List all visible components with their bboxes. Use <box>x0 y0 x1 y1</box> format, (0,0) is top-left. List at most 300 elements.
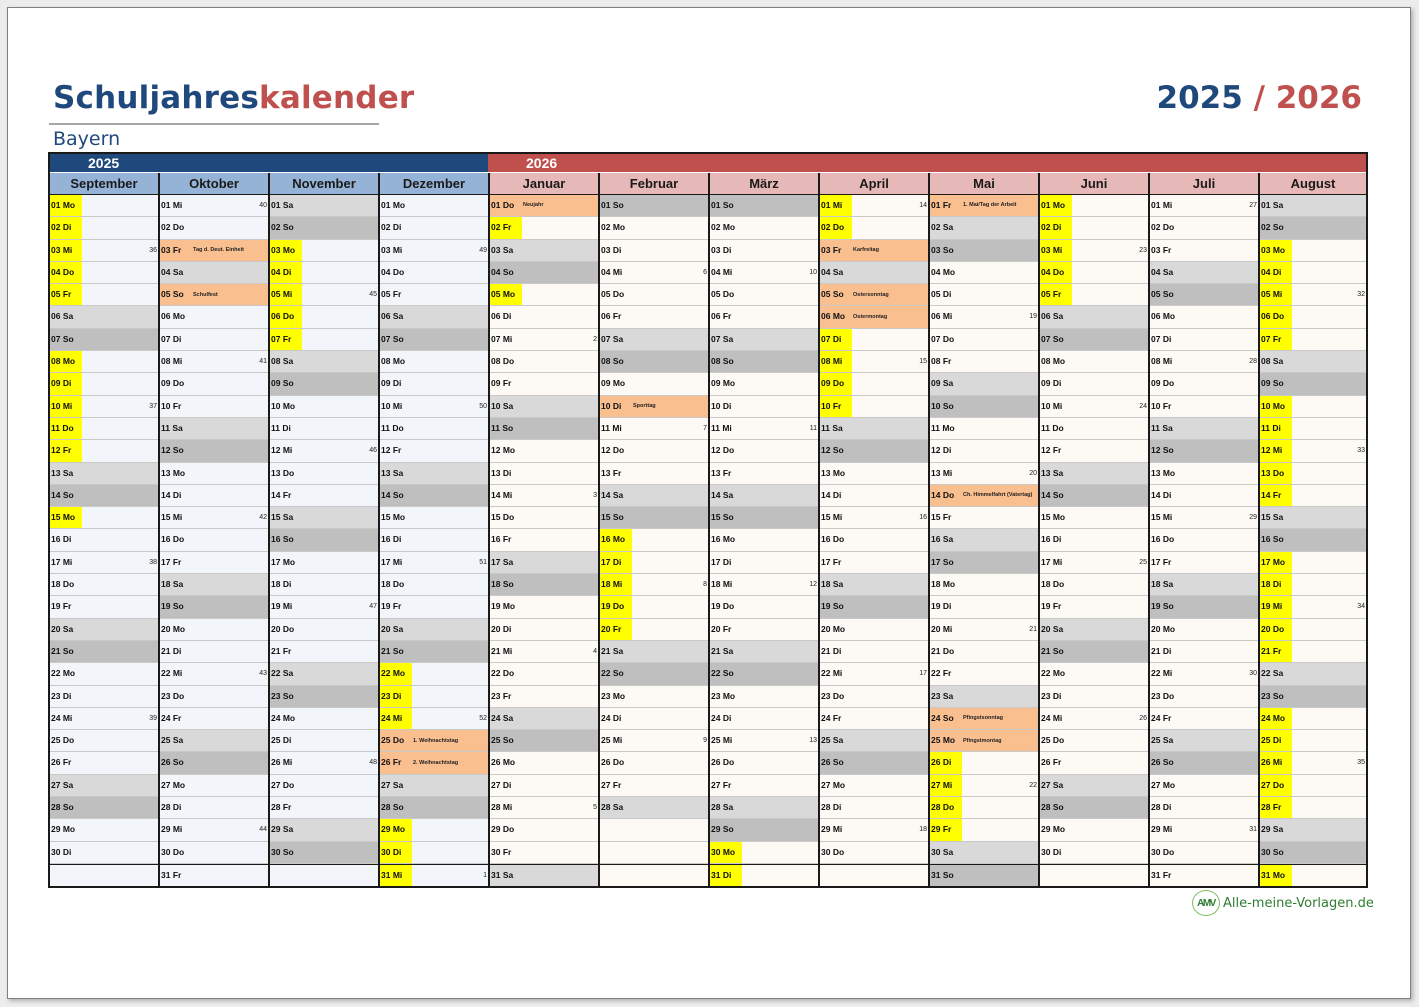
day-cell <box>820 329 928 351</box>
day-label: 18 Di <box>271 579 292 590</box>
day-label: 20 Di <box>491 623 512 634</box>
day-cell <box>710 418 818 440</box>
vacation-day-label: 14 Fr <box>1260 485 1292 506</box>
day-cell <box>270 842 378 864</box>
day-cell <box>930 619 1038 641</box>
day-cell <box>1150 240 1258 262</box>
day-label: 11 Mo <box>931 422 955 433</box>
vacation-day-label: 03 Mo <box>270 240 302 261</box>
day-cell <box>930 485 1038 507</box>
day-label: 25 Mo <box>931 735 956 746</box>
week-number: 1 <box>483 871 487 879</box>
day-cell <box>380 440 488 462</box>
day-cell <box>1040 842 1148 864</box>
month-column-januar <box>490 195 600 886</box>
day-cell <box>1260 329 1366 351</box>
day-cell <box>270 217 378 239</box>
day-label: 10 Sa <box>491 400 514 411</box>
day-label: 26 So <box>161 757 184 768</box>
day-label: 22 Mo <box>1041 668 1066 679</box>
vacation-day-label: 17 Di <box>600 552 632 573</box>
day-cell <box>930 396 1038 418</box>
day-label: 24 Mi <box>1041 712 1063 723</box>
day-cell <box>380 552 488 574</box>
day-cell <box>490 396 598 418</box>
day-cell <box>600 463 708 485</box>
day-cell <box>490 574 598 596</box>
day-cell <box>160 440 268 462</box>
day-label: 06 Sa <box>381 311 404 322</box>
day-cell <box>380 775 488 797</box>
day-label: 08 Sa <box>271 356 294 367</box>
day-label: 11 Mi <box>601 422 622 433</box>
day-cell <box>930 373 1038 395</box>
vacation-day-label: 02 Do <box>820 217 852 238</box>
day-label: 10 Fr <box>161 400 182 411</box>
day-label: 01 So <box>711 200 734 210</box>
day-cell <box>160 708 268 730</box>
day-cell <box>1150 507 1258 529</box>
day-cell <box>160 619 268 641</box>
day-cell <box>930 262 1038 284</box>
vacation-day-label: 11 Di <box>1260 418 1292 439</box>
month-header-juni: Juni <box>1040 173 1150 195</box>
day-cell <box>1040 708 1148 730</box>
day-cell <box>1260 373 1366 395</box>
vacation-day-label: 13 Do <box>1260 463 1292 484</box>
day-label: 13 Mi <box>931 467 953 478</box>
vacation-day-label: 07 Fr <box>270 329 302 350</box>
day-cell <box>600 507 708 529</box>
vacation-day-label: 03 Mi <box>50 240 82 261</box>
day-cell <box>820 373 928 395</box>
day-label: 17 So <box>931 556 954 567</box>
day-label: 04 Sa <box>161 266 184 277</box>
day-cell <box>160 217 268 239</box>
day-cell <box>50 842 158 864</box>
day-label: 03 Fr <box>1151 244 1172 255</box>
day-cell <box>930 306 1038 328</box>
day-cell <box>930 240 1038 262</box>
vacation-day-label: 24 Mi <box>380 708 412 729</box>
day-label: 23 So <box>271 690 294 701</box>
day-label: 03 Fr <box>161 244 182 255</box>
day-cell <box>820 842 928 864</box>
day-cell <box>710 195 818 217</box>
vacation-day-label: 28 Fr <box>1260 797 1292 818</box>
day-cell <box>160 507 268 529</box>
day-label: 12 Fr <box>381 445 402 456</box>
week-number: 3 <box>593 491 597 499</box>
day-label: 15 Mi <box>1151 512 1173 523</box>
holiday-note: 1. Weihnachtstag <box>413 737 459 744</box>
vacation-day-label: 04 Do <box>1040 262 1072 283</box>
day-cell <box>160 864 268 886</box>
day-label: 26 So <box>1151 757 1174 768</box>
day-cell <box>820 262 928 284</box>
day-cell <box>930 529 1038 551</box>
day-cell <box>50 440 158 462</box>
vacation-day-label: 30 Mo <box>710 842 742 863</box>
month-header-januar: Januar <box>490 173 600 195</box>
day-cell <box>1150 842 1258 864</box>
day-cell <box>50 329 158 351</box>
day-label: 16 Di <box>381 534 402 545</box>
day-label: 08 Do <box>491 356 515 367</box>
day-cell <box>1150 574 1258 596</box>
day-cell <box>600 708 708 730</box>
vacation-day-label: 09 Di <box>50 373 82 394</box>
day-cell <box>600 240 708 262</box>
day-cell <box>710 619 818 641</box>
day-cell <box>600 619 708 641</box>
day-label: 04 Mi <box>711 266 733 277</box>
day-cell <box>1040 418 1148 440</box>
day-label: 12 So <box>1151 445 1174 456</box>
day-cell <box>50 641 158 663</box>
day-cell <box>930 752 1038 774</box>
day-label: 04 Do <box>381 266 405 277</box>
day-cell <box>1150 641 1258 663</box>
day-cell <box>1150 463 1258 485</box>
week-number: 7 <box>703 424 707 432</box>
week-number: 15 <box>919 358 927 366</box>
day-cell <box>600 284 708 306</box>
day-cell <box>930 195 1038 217</box>
day-label: 18 Sa <box>1151 579 1174 590</box>
week-number: 24 <box>1139 402 1147 410</box>
day-cell <box>50 663 158 685</box>
day-label: 24 Fr <box>161 712 182 723</box>
day-label: 19 Fr <box>381 601 402 612</box>
day-cell <box>270 418 378 440</box>
day-label: 28 Fr <box>271 802 292 813</box>
day-label: 08 Mi <box>161 356 183 367</box>
week-number: 47 <box>369 603 377 611</box>
day-label: 15 Mo <box>1041 512 1066 523</box>
week-number: 33 <box>1357 447 1365 455</box>
vacation-day-label: 23 Di <box>380 686 412 707</box>
day-cell <box>820 775 928 797</box>
week-number: 48 <box>369 759 377 767</box>
day-cell <box>1260 797 1366 819</box>
day-label: 14 Di <box>821 489 842 500</box>
day-label: 02 Do <box>1151 222 1175 233</box>
vacation-day-label: 05 Mi <box>1260 284 1292 305</box>
day-cell <box>270 284 378 306</box>
day-cell <box>820 686 928 708</box>
day-label: 26 So <box>821 757 844 768</box>
vacation-day-label: 02 Di <box>1040 217 1072 238</box>
vacation-day-label: 10 Mo <box>1260 396 1292 417</box>
day-cell <box>160 752 268 774</box>
day-label: 06 Di <box>491 311 512 322</box>
day-label: 13 Mo <box>161 467 186 478</box>
day-cell <box>50 552 158 574</box>
day-cell <box>50 306 158 328</box>
day-cell <box>600 485 708 507</box>
day-label: 16 Di <box>51 534 72 545</box>
week-number: 40 <box>259 202 267 209</box>
week-number: 52 <box>479 714 487 722</box>
day-cell <box>930 864 1038 886</box>
day-cell <box>930 775 1038 797</box>
day-label: 21 So <box>51 645 74 656</box>
day-cell <box>160 842 268 864</box>
month-column-mai <box>930 195 1040 886</box>
day-cell <box>1040 373 1148 395</box>
vacation-day-label: 04 Do <box>50 262 82 283</box>
day-label: 20 Sa <box>51 623 74 634</box>
empty-day-cell <box>820 864 928 886</box>
holiday-note: Karfreitag <box>853 247 879 254</box>
day-label: 21 Di <box>1151 645 1172 656</box>
page-title <box>53 80 414 116</box>
day-label: 27 Mo <box>1151 779 1176 790</box>
day-label: 06 Mi <box>931 311 953 322</box>
day-label: 16 Di <box>1041 534 1062 545</box>
day-label: 05 Do <box>601 289 625 300</box>
day-cell <box>160 596 268 618</box>
day-label: 23 Sa <box>931 690 954 701</box>
week-number: 44 <box>259 826 267 834</box>
week-number: 46 <box>369 447 377 455</box>
day-label: 14 Sa <box>711 489 734 500</box>
day-cell <box>490 641 598 663</box>
year-start: 2025 <box>1156 80 1243 116</box>
day-label: 13 Sa <box>381 467 404 478</box>
day-cell <box>1150 552 1258 574</box>
day-cell <box>490 306 598 328</box>
day-label: 11 Do <box>381 422 404 433</box>
day-label: 18 Sa <box>821 579 844 590</box>
day-label: 10 Mo <box>271 400 296 411</box>
day-label: 10 Di <box>711 400 732 411</box>
day-cell <box>710 819 818 841</box>
day-label: 07 So <box>1041 333 1064 344</box>
vacation-day-label: 04 Di <box>270 262 302 283</box>
day-label: 23 Do <box>821 690 845 701</box>
week-number: 18 <box>919 826 927 834</box>
week-number: 20 <box>1029 469 1037 477</box>
day-cell <box>820 641 928 663</box>
day-cell <box>160 529 268 551</box>
month-header-juli: Juli <box>1150 173 1260 195</box>
day-cell <box>930 730 1038 752</box>
day-label: 27 Fr <box>601 779 622 790</box>
day-cell <box>1260 262 1366 284</box>
day-cell <box>600 663 708 685</box>
vacation-day-label: 16 Mo <box>600 529 632 550</box>
month-column-august <box>1260 195 1366 886</box>
day-cell <box>1150 529 1258 551</box>
day-label: 01 Mi <box>161 200 183 210</box>
day-label: 07 Di <box>1151 333 1172 344</box>
day-label: 06 Sa <box>51 311 74 322</box>
day-label: 19 Fr <box>1041 601 1062 612</box>
day-cell <box>820 284 928 306</box>
school-year-label <box>1157 80 1362 116</box>
week-number: 16 <box>919 514 927 522</box>
vacation-day-label: 20 Fr <box>600 619 632 640</box>
day-label: 06 Mo <box>821 311 846 322</box>
day-label: 12 So <box>821 445 844 456</box>
day-label: 15 Fr <box>931 512 952 523</box>
day-label: 04 Mo <box>931 266 956 277</box>
day-label: 26 Mi <box>271 757 293 768</box>
vacation-day-label: 07 Di <box>820 329 852 350</box>
week-number: 28 <box>1249 358 1257 366</box>
day-cell <box>490 842 598 864</box>
day-label: 17 Mo <box>271 556 296 567</box>
day-cell <box>50 596 158 618</box>
day-label: 12 Do <box>601 445 625 456</box>
day-label: 09 Mo <box>711 378 736 389</box>
day-label: 18 So <box>491 579 514 590</box>
day-label: 25 Do <box>381 735 405 746</box>
vacation-day-label: 18 Di <box>1260 574 1292 595</box>
day-cell <box>490 195 598 217</box>
day-label: 18 Do <box>1041 579 1065 590</box>
day-cell <box>160 396 268 418</box>
day-label: 04 So <box>491 266 514 277</box>
day-cell <box>50 686 158 708</box>
day-label: 20 Do <box>271 623 295 634</box>
day-label: 28 So <box>51 802 74 813</box>
holiday-note: 1. Mai/Tag der Arbeit <box>963 202 1017 209</box>
month-column-februar <box>600 195 710 886</box>
day-cell <box>50 775 158 797</box>
day-cell <box>490 775 598 797</box>
day-cell <box>380 306 488 328</box>
day-cell <box>1150 619 1258 641</box>
day-label: 29 Sa <box>1261 824 1284 835</box>
day-cell <box>490 418 598 440</box>
day-cell <box>710 440 818 462</box>
day-cell <box>50 619 158 641</box>
day-cell <box>50 351 158 373</box>
day-cell <box>490 373 598 395</box>
day-label: 09 Fr <box>491 378 512 389</box>
week-number: 36 <box>149 246 157 254</box>
day-cell <box>1040 663 1148 685</box>
day-cell <box>710 529 818 551</box>
day-label: 04 Mi <box>601 266 623 277</box>
day-cell <box>380 752 488 774</box>
day-cell <box>930 686 1038 708</box>
day-cell <box>1150 686 1258 708</box>
month-header-februar: Februar <box>600 173 710 195</box>
day-label: 30 So <box>1261 846 1284 857</box>
day-cell <box>1260 641 1366 663</box>
month-header-november: November <box>270 173 380 195</box>
day-cell <box>1040 775 1148 797</box>
day-cell <box>600 329 708 351</box>
day-label: 26 Fr <box>51 757 72 768</box>
day-cell <box>1150 752 1258 774</box>
day-cell <box>270 619 378 641</box>
day-cell <box>600 351 708 373</box>
day-label: 22 Mi <box>821 668 843 679</box>
day-label: 01 So <box>601 200 624 210</box>
vacation-day-label: 17 Mo <box>1260 552 1292 573</box>
day-cell <box>380 864 488 886</box>
day-label: 30 Do <box>821 846 845 857</box>
day-label: 17 Mi <box>381 556 403 567</box>
week-number: 25 <box>1139 558 1147 566</box>
day-cell <box>270 463 378 485</box>
day-label: 28 Di <box>161 802 182 813</box>
day-cell <box>160 351 268 373</box>
day-cell <box>50 529 158 551</box>
day-label: 05 Fr <box>381 289 402 300</box>
week-number: 31 <box>1249 826 1257 834</box>
day-label: 21 Di <box>821 645 842 656</box>
day-label: 23 Do <box>1151 690 1175 701</box>
holiday-note: Ostersonntag <box>853 291 889 298</box>
day-cell <box>1150 351 1258 373</box>
year-banner-2026: 2026 <box>488 154 1366 172</box>
day-cell <box>710 797 818 819</box>
day-label: 27 Sa <box>381 779 404 790</box>
day-label: 17 Sa <box>491 556 514 567</box>
day-label: 20 Mo <box>821 623 846 634</box>
day-label: 05 So <box>161 289 184 300</box>
week-number: 39 <box>149 714 157 722</box>
day-label: 22 So <box>601 668 624 679</box>
day-cell <box>710 552 818 574</box>
day-cell <box>160 641 268 663</box>
day-cell <box>160 306 268 328</box>
day-cell <box>1150 819 1258 841</box>
day-label: 27 Di <box>491 779 512 790</box>
day-label: 08 So <box>711 356 734 367</box>
day-cell <box>600 797 708 819</box>
day-cell <box>1040 351 1148 373</box>
day-label: 09 Sa <box>931 378 954 389</box>
day-label: 01 Sa <box>1261 200 1284 210</box>
day-cell <box>1260 306 1366 328</box>
day-label: 15 So <box>601 512 624 523</box>
day-cell <box>930 596 1038 618</box>
vacation-day-label: 24 Mo <box>1260 708 1292 729</box>
day-cell <box>930 463 1038 485</box>
day-cell <box>710 708 818 730</box>
day-label: 02 So <box>271 222 294 233</box>
day-cell <box>160 463 268 485</box>
day-label: 07 Do <box>931 333 955 344</box>
day-cell <box>820 485 928 507</box>
day-cell <box>160 686 268 708</box>
day-cell <box>380 641 488 663</box>
week-number: 41 <box>259 358 267 366</box>
day-cell <box>380 396 488 418</box>
day-cell <box>710 463 818 485</box>
day-cell <box>820 819 928 841</box>
day-cell <box>1040 440 1148 462</box>
day-label: 31 Sa <box>491 869 514 880</box>
day-cell <box>1040 686 1148 708</box>
day-cell <box>490 797 598 819</box>
day-label: 11 Di <box>271 422 291 433</box>
day-label: 15 Sa <box>1261 512 1284 523</box>
day-cell <box>160 819 268 841</box>
day-label: 27 Mo <box>821 779 846 790</box>
day-label: 02 Mo <box>601 222 626 233</box>
title-part-2: kalender <box>259 80 415 116</box>
day-cell <box>270 797 378 819</box>
brand-logo[interactable] <box>1192 890 1374 916</box>
